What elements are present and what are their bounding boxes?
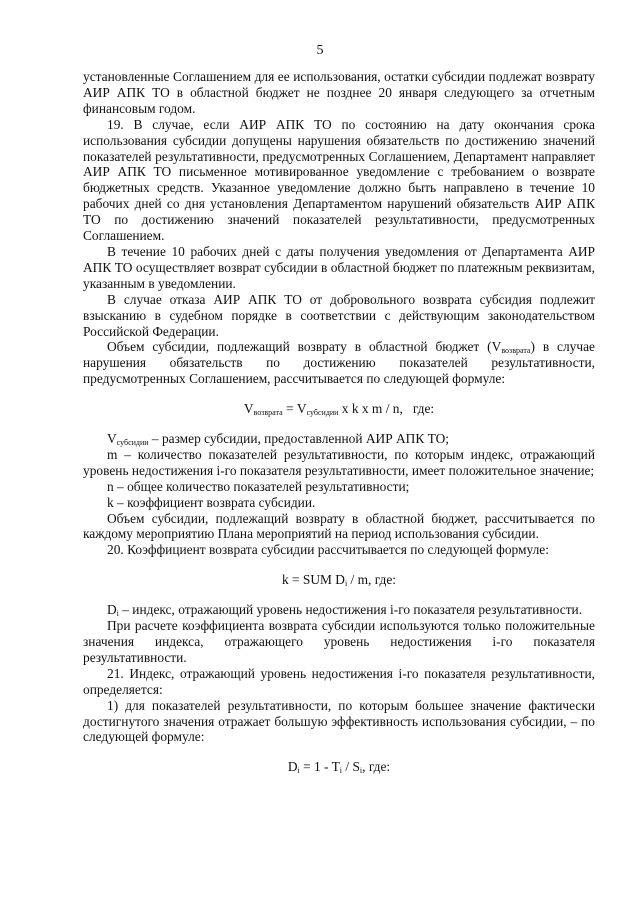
paragraph-19: 19. В случае, если АИР АПК ТО по состоянию на дату окончания срока использования субсидии допущены нарушения обязательств по достижению значений показателей результативности, предусмотренных Соглашением, Департамент направляет АИР АПК ТО письменное мотивированное уведомление с требованием о возврате бюджетных средств. Указанное уведомление должно быть направлено в течение 10 рабочих дней со дня установления Департаментом нарушений обязательств АИР АПК ТО по достижению значений показателей результативности, предусмотренных Соглашением.	[83, 116, 595, 244]
formula-refund: $V_{возврата} = V_{субсидии}$ x k x m / n, где:	[243, 401, 435, 418]
formula-index: $D_i = 1 - T_i / S_i$, где:	[287, 759, 391, 776]
paragraph-positive-values: При расчете коэффициента возврата субсидии используются только положительные значения индекса, отражающего уровень недостижения i-го показателя результативности.	[83, 618, 595, 665]
paragraph-20: 20. Коэффициент возврата субсидии рассчитывается по следующей формуле:	[107, 542, 549, 558]
definition-n: n – общее количество показателей результативности;	[107, 478, 410, 494]
paragraph-court-recovery: В случае отказа АИР АПК ТО от добровольного возврата субсидия подлежит взысканию в судебном порядке в соответствии с действующим законодательством Российской Федерации.	[83, 291, 595, 339]
paragraph-21-item-1: 1) для показателей результативности, по которым большее значение фактически достигнутого значения отражает большую эффективность использования субсидии, – по следующей формуле:	[83, 697, 595, 745]
definition-d-index: $D_i$ – индекс, отражающий уровень недостижения i-го показателя результативности.	[107, 602, 583, 619]
paragraph-refund-term: В течение 10 рабочих дней с даты получения уведомления от Департамента АИР АПК ТО осуществляет возврат субсидии в областной бюджет по платежным реквизитам, указанным в уведомлении.	[83, 243, 595, 291]
formula-coefficient: k = SUM $D_i$ / m, где:	[281, 572, 397, 589]
definition-v-subsidy: $V_{субсидии}$ – размер субсидии, предоставленной АИР АПК ТО;	[107, 431, 450, 448]
paragraph-continuation: установленные Соглашением для ее использования, остатки субсидии подлежат возврату АИР АПК ТО в областной бюджет не позднее 20 января следующего за отчетным финансовым годом.	[83, 69, 595, 116]
document-body	[83, 69, 595, 789]
paragraph-per-event: Объем субсидии, подлежащий возврату в областной бюджет, рассчитывается по каждому мероприятию Плана мероприятий на период использования субсидии.	[83, 510, 595, 542]
page-number: 5	[316, 43, 324, 58]
definition-m: m – количество показателей результативности, по которым индекс, отражающий уровень недостижения i-го показателя результативности, имеет положительное значение;	[83, 446, 595, 478]
paragraph-21: 21. Индекс, отражающий уровень недостижения i-го показателя результативности, определяется:	[83, 665, 595, 697]
paragraph-refund-volume: Объем субсидии, подлежащий возврату в областной бюджет $(V_{возврата})$ в случае нарушения обязательств по достижению показателей результативности, предусмотренных Соглашением, рассчитывается по следующей формуле:	[83, 339, 596, 387]
definition-k: k – коэффициент возврата субсидии.	[107, 494, 316, 510]
